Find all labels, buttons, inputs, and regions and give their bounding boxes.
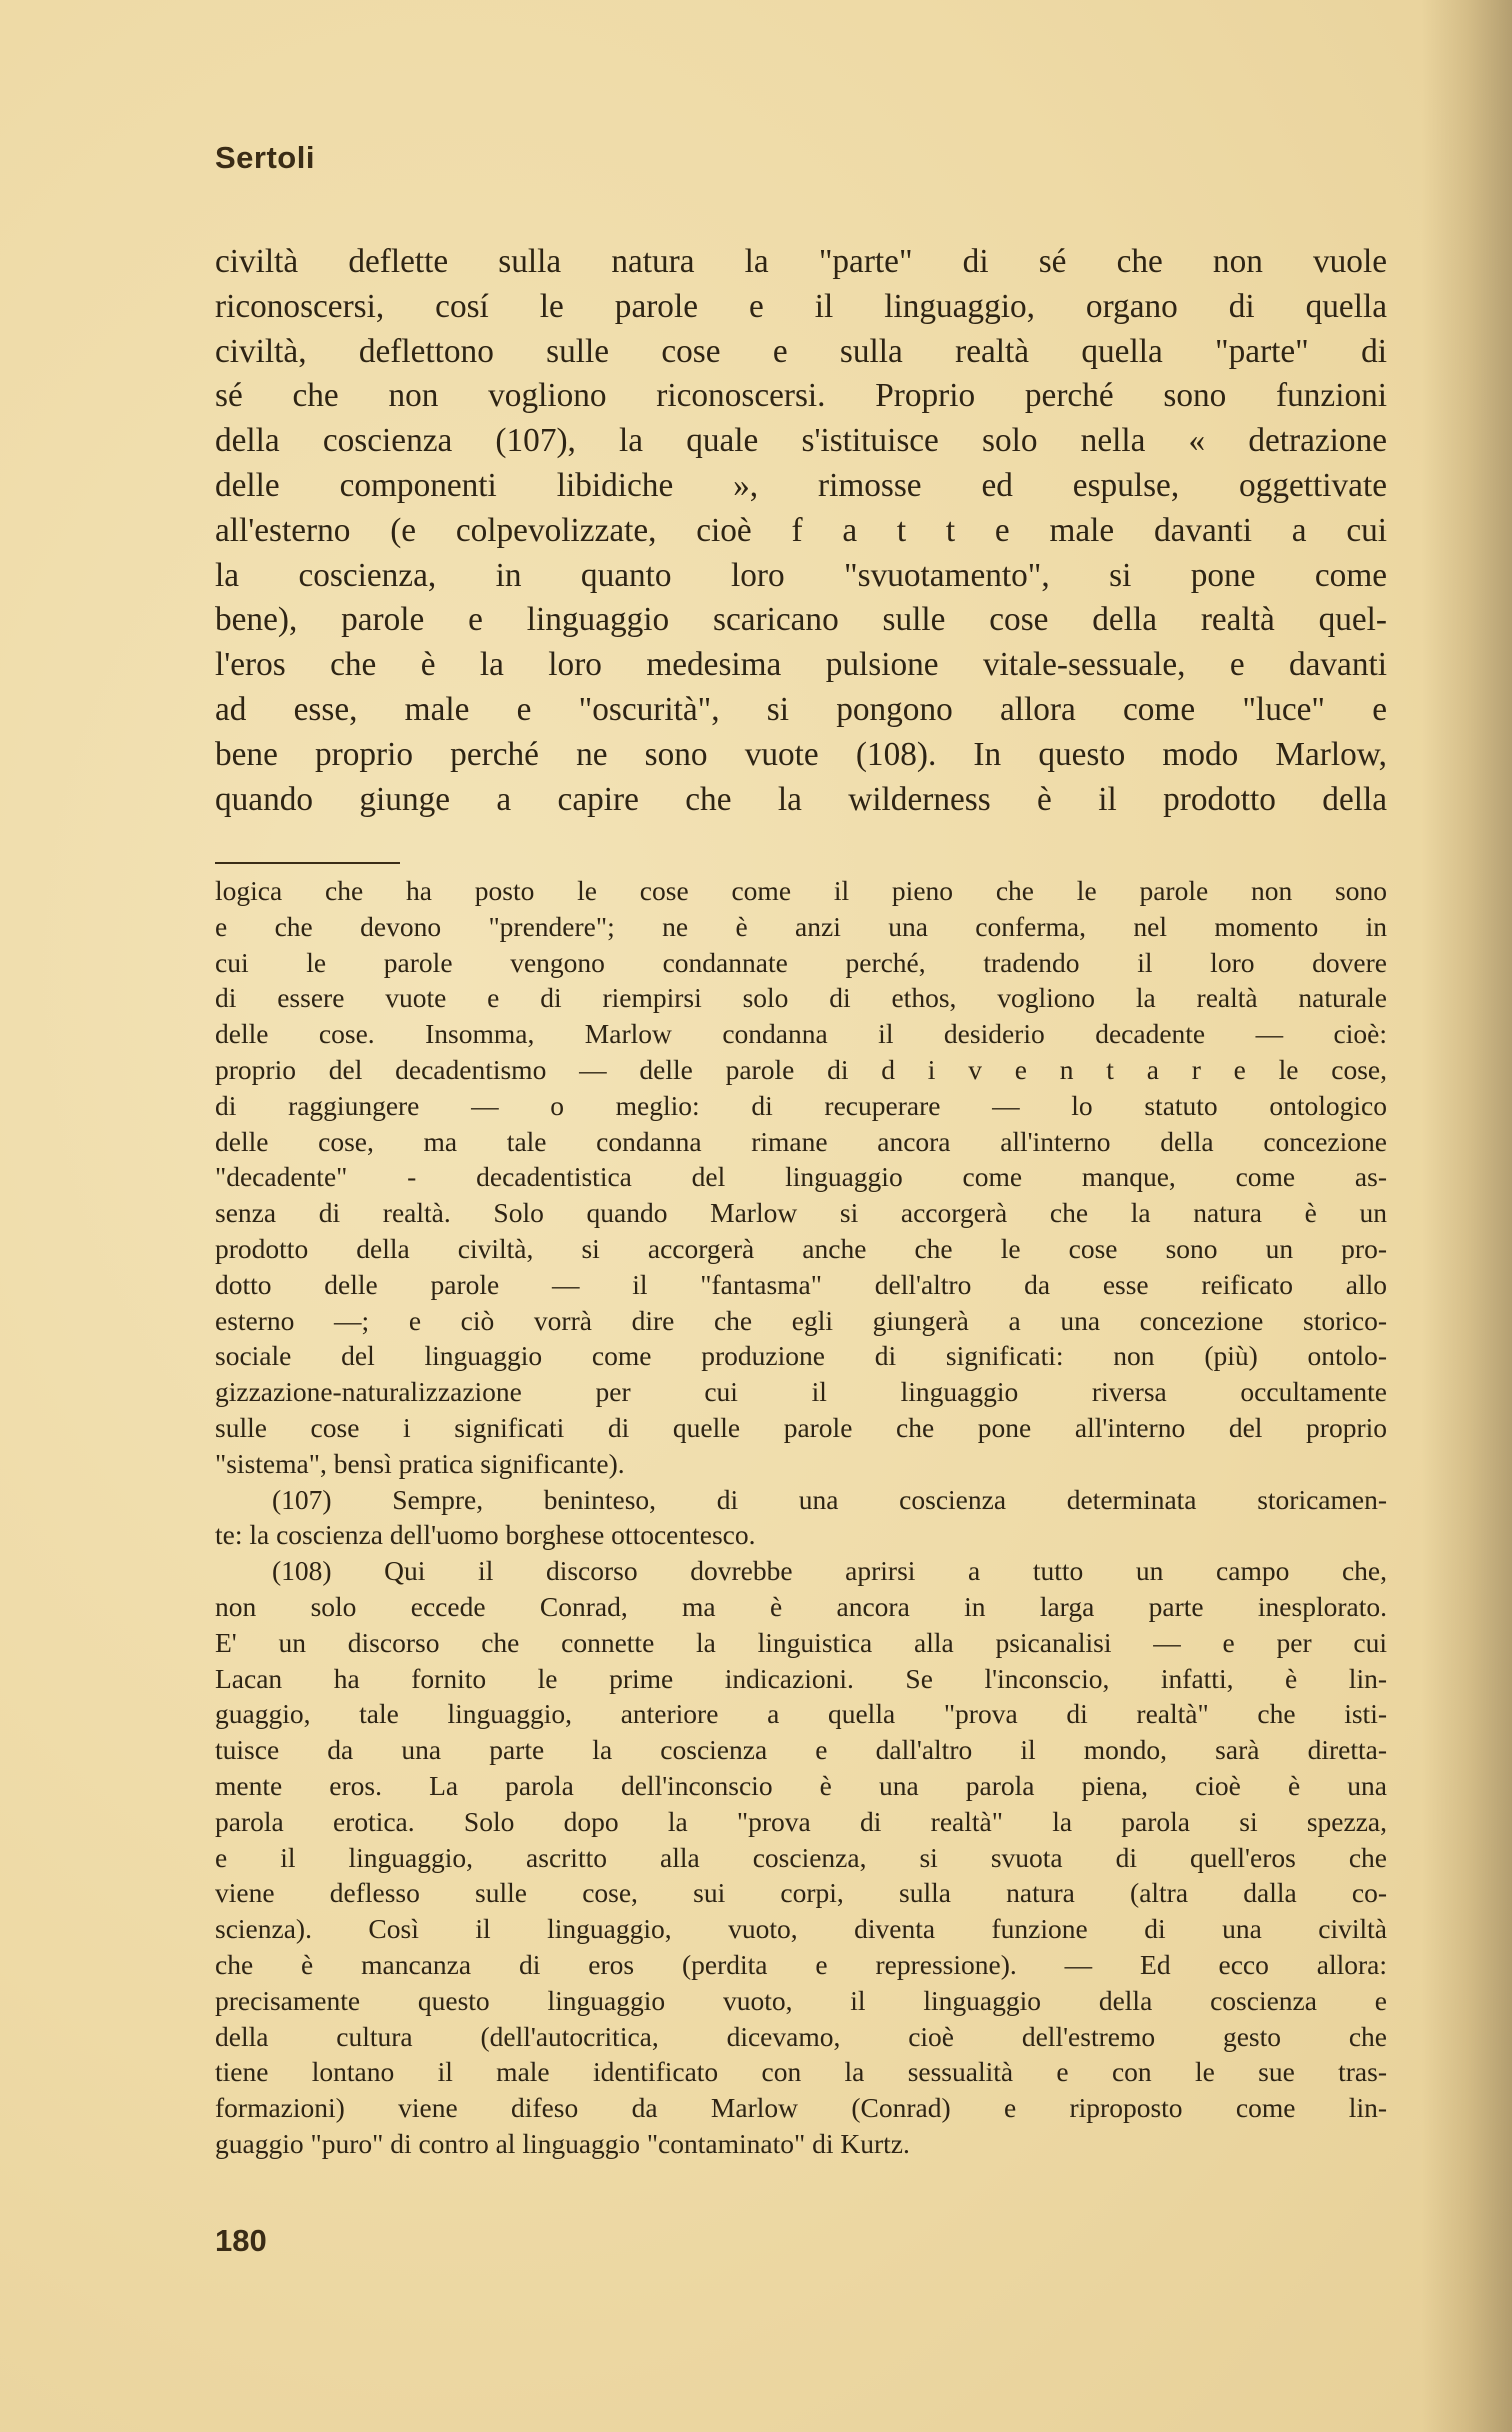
body-line: delle componenti libidiche », rimosse ed espulse, oggettivate xyxy=(215,466,1387,504)
footnote-line: scienza). Così il linguaggio, vuoto, diventa funzione di una civiltà xyxy=(215,1913,1387,1945)
body-line: l'eros che è la loro medesima pulsione vitale-sessuale, e davanti xyxy=(215,646,1387,684)
footnote-line: precisamente questo linguaggio vuoto, il linguaggio della coscienza e xyxy=(215,1984,1387,2016)
footnote-line: guaggio "puro" di contro al linguaggio "contaminato" di Kurtz. xyxy=(215,2127,910,2159)
footnote-line: gizzazione-naturalizzazione per cui il linguaggio riversa occultamente xyxy=(215,1376,1387,1408)
footnote-line: senza di realtà. Solo quando Marlow si accorgerà che la natura è un xyxy=(215,1197,1387,1229)
footnote-line: tiene lontano il male identificato con la sessualità e con le sue tras- xyxy=(215,2056,1387,2088)
footnote-line: "decadente" - decadentistica del linguaggio come manque, come as- xyxy=(215,1161,1387,1193)
footnote-line: proprio del decadentismo — delle parole di d i v e n t a r e le cose, xyxy=(215,1053,1387,1085)
footnote-line: non solo eccede Conrad, ma è ancora in larga parte inesplorato. xyxy=(215,1590,1387,1622)
body-line: la coscienza, in quanto loro "svuotamento", si pone come xyxy=(215,556,1387,594)
body-line: civiltà, deflettono sulle cose e sulla realtà quella "parte" di xyxy=(215,332,1387,370)
footnote-line: viene deflesso sulle cose, sui corpi, sulla natura (altra dalla co- xyxy=(215,1877,1387,1909)
body-line: sé che non vogliono riconoscersi. Proprio perché sono funzioni xyxy=(215,377,1387,415)
footnote-108-start: (108) Qui il discorso dovrebbe aprirsi a tutto un campo che, xyxy=(272,1555,1387,1587)
footnote-line: tuisce da una parte la coscienza e dall'altro il mondo, sarà diretta- xyxy=(215,1734,1387,1766)
footnote-line: sulle cose i significati di quelle parole che pone all'interno del proprio xyxy=(215,1411,1387,1443)
footnote-line: "sistema", bensì pratica significante). xyxy=(215,1447,625,1479)
footnote-line: mente eros. La parola dell'inconscio è una parola piena, cioè è una xyxy=(215,1769,1387,1801)
footnote-line: te: la coscienza dell'uomo borghese ottocentesco. xyxy=(215,1519,756,1551)
footnote-line: logica che ha posto le cose come il pieno che le parole non sono xyxy=(215,875,1387,906)
footnote-line: E' un discorso che connette la linguistica alla psicanalisi — e per cui xyxy=(215,1626,1387,1658)
body-line: ad esse, male e "oscurità", si pongono allora come "luce" e xyxy=(215,690,1387,728)
body-line: civiltà deflette sulla natura la "parte" di sé che non vuole xyxy=(215,243,1387,280)
footnotes xyxy=(215,873,1387,2162)
footnote-line: prodotto della civiltà, si accorgerà anche che le cose sono un pro- xyxy=(215,1232,1387,1264)
footnote-line: guaggio, tale linguaggio, anteriore a quella "prova di realtà" che isti- xyxy=(215,1698,1387,1730)
footnote-line: e che devono "prendere"; ne è anzi una conferma, nel momento in xyxy=(215,910,1387,942)
body-line: all'esterno (e colpevolizzate, cioè f a t t e male davanti a cui xyxy=(215,511,1387,549)
footnote-line: e il linguaggio, ascritto alla coscienza, si svuota di quell'eros che xyxy=(215,1841,1387,1873)
footnote-separator xyxy=(215,862,400,864)
footnote-line: cui le parole vengono condannate perché, tradendo il loro dovere xyxy=(215,946,1387,978)
footnote-line: di raggiungere — o meglio: di recuperare — lo statuto ontologico xyxy=(215,1089,1387,1121)
footnote-line: della cultura (dell'autocritica, dicevamo, cioè dell'estremo gesto che xyxy=(215,2020,1387,2052)
footnote-line: sociale del linguaggio come produzione di significati: non (più) ontolo- xyxy=(215,1340,1387,1372)
page-number: 180 xyxy=(215,2223,267,2258)
body-line: quando giunge a capire che la wilderness è il prodotto della xyxy=(215,780,1387,818)
running-head: Sertoli xyxy=(215,140,315,175)
footnote-line: delle cose, ma tale condanna rimane ancora all'interno della concezione xyxy=(215,1125,1387,1157)
footnote-line: di essere vuote e di riempirsi solo di ethos, vogliono la realtà naturale xyxy=(215,982,1387,1014)
footnote-line: esterno —; e ciò vorrà dire che egli giungerà a una concezione storico- xyxy=(215,1304,1387,1336)
footnote-line: che è mancanza di eros (perdita e repressione). — Ed ecco allora: xyxy=(215,1948,1387,1980)
footnote-line: dotto delle parole — il "fantasma" dell'altro da esse reificato allo xyxy=(215,1268,1387,1300)
footnote-line: formazioni) viene difeso da Marlow (Conrad) e riproposto come lin- xyxy=(215,2092,1387,2124)
body-line: bene proprio perché ne sono vuote (108). In questo modo Marlow, xyxy=(215,735,1387,773)
body-line: bene), parole e linguaggio scaricano sulle cose della realtà quel- xyxy=(215,601,1387,639)
body-text xyxy=(215,240,1387,822)
body-line: riconoscersi, cosí le parole e il linguaggio, organo di quella xyxy=(215,287,1387,325)
footnote-line: Lacan ha fornito le prime indicazioni. Se l'inconscio, infatti, è lin- xyxy=(215,1662,1387,1694)
footnote-107-start: (107) Sempre, beninteso, di una coscienza determinata storicamen- xyxy=(272,1483,1387,1515)
footnote-line: delle cose. Insomma, Marlow condanna il desiderio decadente — cioè: xyxy=(215,1018,1387,1050)
body-line: della coscienza (107), la quale s'istituisce solo nella « detrazione xyxy=(215,422,1387,460)
footnote-line: parola erotica. Solo dopo la "prova di realtà" la parola si spezza, xyxy=(215,1805,1387,1837)
